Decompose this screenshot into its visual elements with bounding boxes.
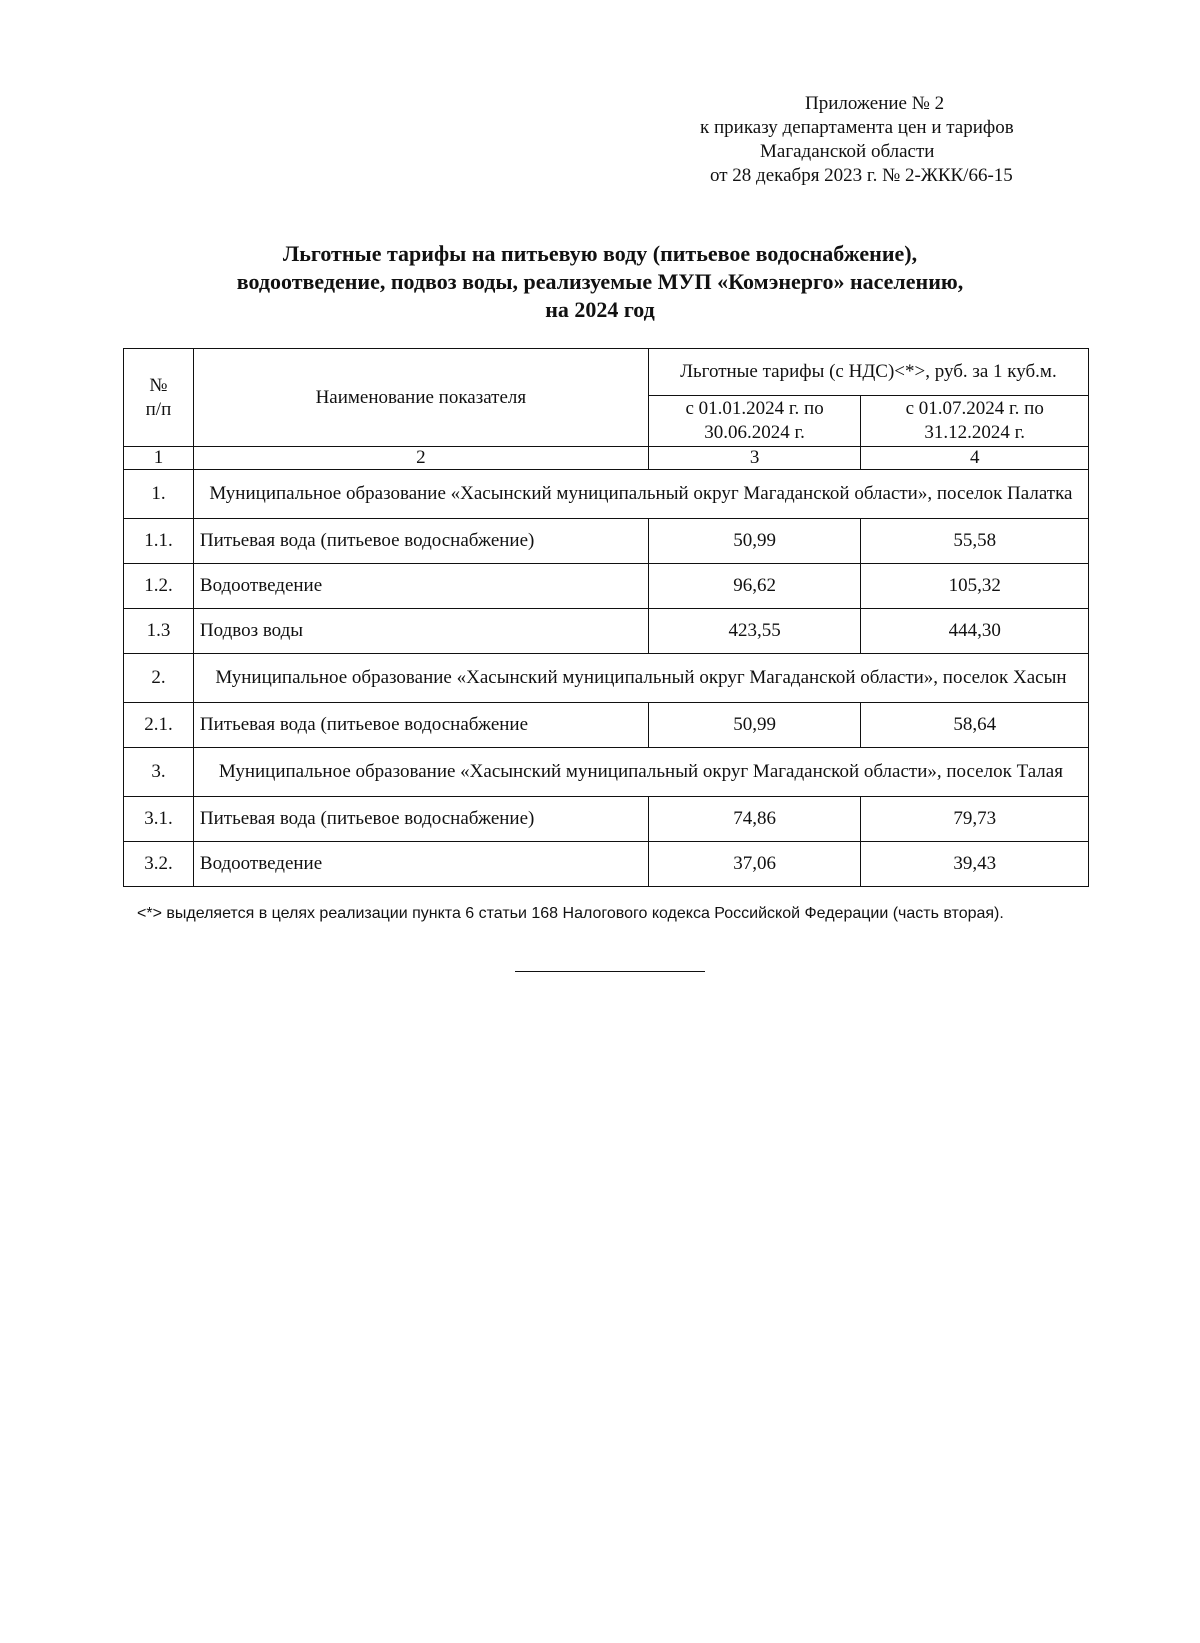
row-name: Питьевая вода (питьевое водоснабжение) [193,519,648,564]
column-index: 1 [124,447,194,470]
row-number: 1.2. [124,564,194,609]
table-header-row [124,349,1089,396]
row-number: 3.1. [124,797,194,842]
tariff-period-2: 55,58 [861,519,1089,564]
appendix-header [700,92,1140,188]
tariff-period-1: 74,86 [648,797,861,842]
column-index: 4 [861,447,1089,470]
header-period-1: с 01.01.2024 г. по 30.06.2024 г. [648,396,861,447]
row-name: Водоотведение [193,842,648,887]
header-name: Наименование показателя [193,349,648,447]
table-row [124,797,1089,842]
tariff-period-2: 444,30 [861,609,1089,654]
header-tariffs: Льготные тарифы (с НДС)<*>, руб. за 1 куб.м. [648,349,1088,396]
appendix-region: Магаданской области [760,141,935,162]
section-number: 3. [124,748,194,797]
appendix-number: Приложение № 2 [805,93,945,114]
tariff-period-1: 50,99 [648,519,861,564]
tariff-period-2: 39,43 [861,842,1089,887]
section-title: Муниципальное образование «Хасынский муниципальный округ Магаданской области», поселок Хасын [193,654,1088,703]
section-row [124,748,1089,797]
document-title [100,240,1100,324]
title-line-3: на 2024 год [545,297,655,322]
table-row [124,703,1089,748]
appendix-order-ref: к приказу департамента цен и тарифов [700,117,1014,138]
table-row [124,564,1089,609]
tariff-period-1: 37,06 [648,842,861,887]
appendix-order-date: от 28 декабря 2023 г. № 2-ЖКК/66-15 [710,165,1013,186]
row-number: 2.1. [124,703,194,748]
tariff-period-2: 58,64 [861,703,1089,748]
column-index: 3 [648,447,861,470]
tariff-period-1: 96,62 [648,564,861,609]
row-name: Водоотведение [193,564,648,609]
table-row [124,842,1089,887]
header-num: № п/п [124,349,194,447]
section-number: 2. [124,654,194,703]
tariff-period-1: 423,55 [648,609,861,654]
title-line-2: водоотведение, подвоз воды, реализуемые МУП «Комэнерго» населению, [236,269,964,294]
title-line-1: Льготные тарифы на питьевую воду (питьевое водоснабжение), [282,241,918,266]
table-row [124,609,1089,654]
row-name: Питьевая вода (питьевое водоснабжение) [193,797,648,842]
section-row [124,470,1089,519]
row-number: 1.3 [124,609,194,654]
row-name: Питьевая вода (питьевое водоснабжение [193,703,648,748]
separator-line [515,971,705,972]
tariff-period-2: 79,73 [861,797,1089,842]
row-number: 1.1. [124,519,194,564]
tariffs-table [123,348,1089,887]
table-row [124,519,1089,564]
column-index-row [124,447,1089,470]
row-number: 3.2. [124,842,194,887]
section-title: Муниципальное образование «Хасынский муниципальный округ Магаданской области», поселок Палатка [193,470,1088,519]
column-index: 2 [193,447,648,470]
footnote: <*> выделяется в целях реализации пункта 6 статьи 168 Налогового кодекса Российской Федерации (часть вторая). [137,905,1004,922]
tariff-period-1: 50,99 [648,703,861,748]
row-name: Подвоз воды [193,609,648,654]
header-period-2: с 01.07.2024 г. по 31.12.2024 г. [861,396,1089,447]
tariff-period-2: 105,32 [861,564,1089,609]
section-number: 1. [124,470,194,519]
section-title: Муниципальное образование «Хасынский муниципальный округ Магаданской области», поселок Талая [193,748,1088,797]
section-row [124,654,1089,703]
